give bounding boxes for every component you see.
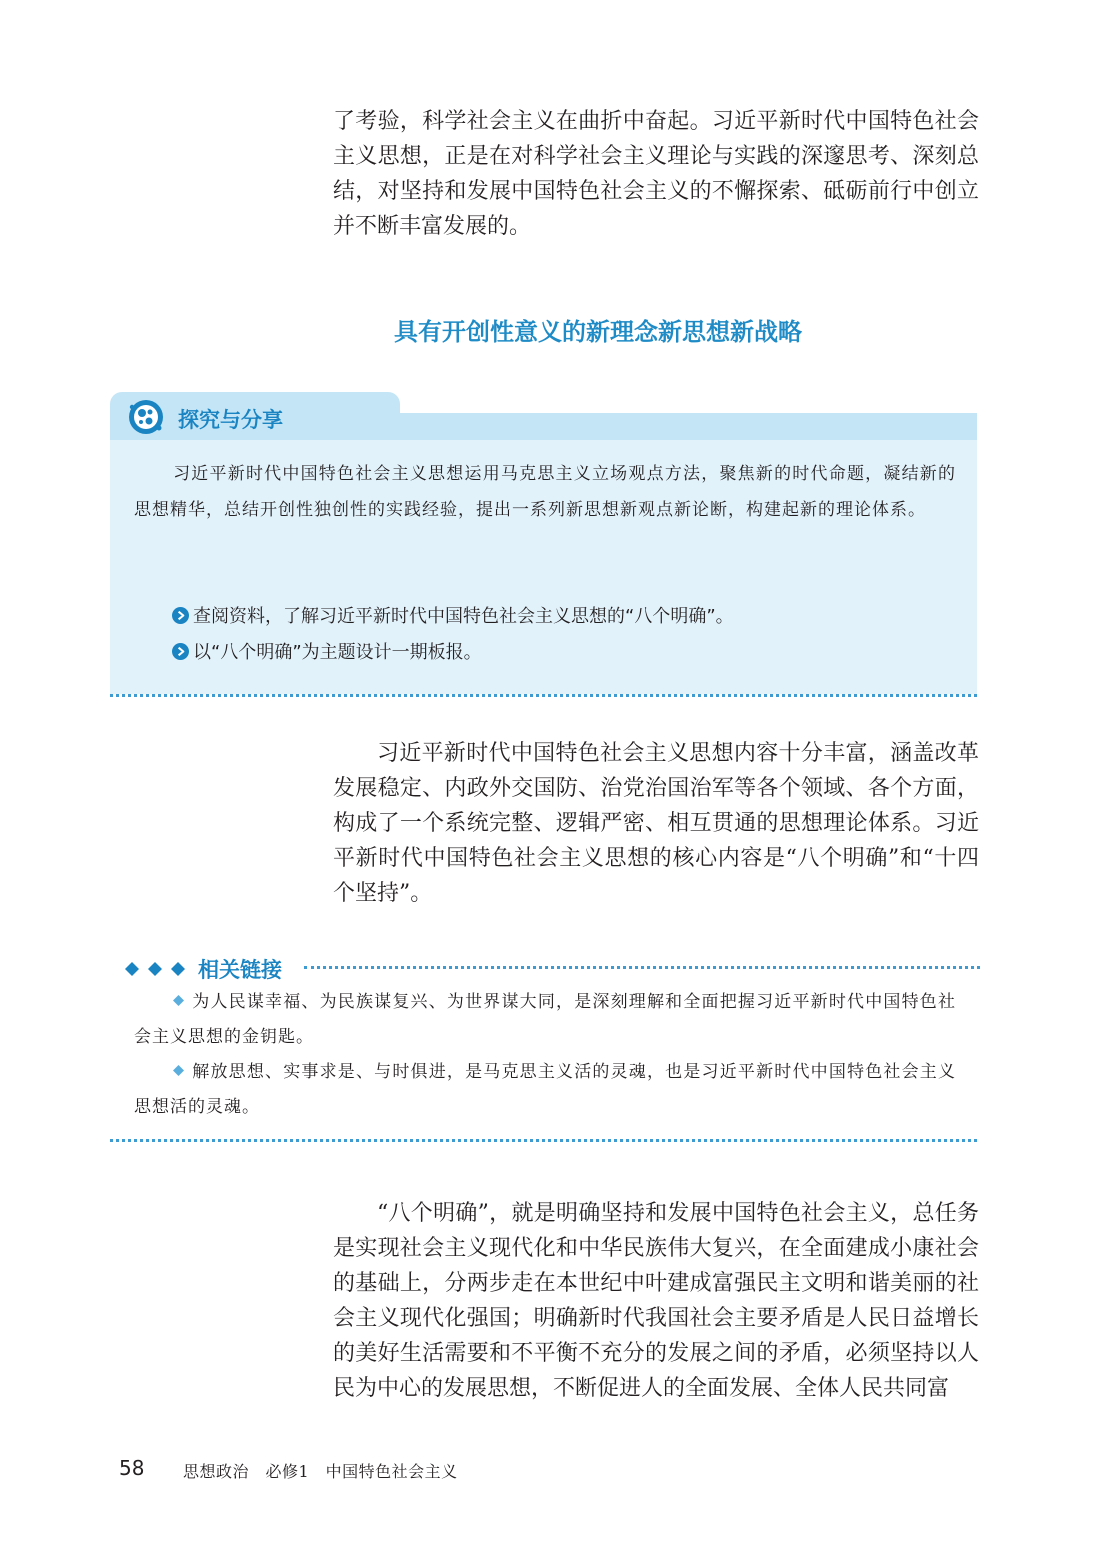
related-links-header <box>124 954 282 984</box>
explore-text: 习近平新时代中国特色社会主义思想运用马克思主义立场观点方法，聚焦新的时代命题，凝结新的思想精华，总结开创性独创性的实践经验，提出一系列新思想新观点新论断，构建起新的理论体系。 <box>134 464 956 520</box>
explore-share-box <box>110 392 977 697</box>
task-text: 以“八个明确”为主题设计一期板报。 <box>193 642 482 663</box>
section-heading: 具有开创性意义的新理念新思想新战略 <box>394 318 802 346</box>
diamonds-icon <box>124 961 186 977</box>
body-paragraph-middle: 习近平新时代中国特色社会主义思想内容十分丰富，涵盖改革发展稳定、内政外交国防、治党治国治军等各个领域、各个方面，构成了一个系统完整、逻辑严密、相互贯通的思想理论体系。习近平新时代中国特色社会主义思想的核心内容是“八个明确”和“十四个坚持”。 <box>333 741 979 906</box>
related-link-text: 为人民谋幸福、为民族谋复兴、为世界谋大同，是深刻理解和全面把握习近平新时代中国特色社会主义思想的金钥匙。 <box>134 992 956 1047</box>
diamond-bullet-icon <box>173 995 184 1006</box>
related-link-item <box>134 985 956 1055</box>
molecule-icon <box>128 399 164 435</box>
diamond-bullet-icon <box>173 1065 184 1076</box>
related-links-title: 相关链接 <box>198 958 282 982</box>
dotted-divider <box>110 1139 977 1142</box>
page-number: 58 <box>119 1456 145 1480</box>
arrow-bullet-icon <box>172 607 189 624</box>
related-link-item <box>134 1055 956 1125</box>
dotted-divider <box>304 966 980 969</box>
body-paragraph-top: 了考验，科学社会主义在曲折中奋起。习近平新时代中国特色社会主义思想，正是在对科学社会主义理论与实践的深邃思考、深刻总结，对坚持和发展中国特色社会主义的不懈探索、砥砺前行中创立并不断丰富发展的。 <box>333 109 979 239</box>
body-paragraph-bottom: “八个明确”，就是明确坚持和发展中国特色社会主义，总任务是实现社会主义现代化和中华民族伟大复兴，在全面建成小康社会的基础上，分两步走在本世纪中叶建成富强民主文明和谐美丽的社会主义现代化强国；明确新时代我国社会主要矛盾是人民日益增长的美好生活需要和不平衡不充分的发展之间的矛盾，必须坚持以人民为中心的发展思想，不断促进人的全面发展、全体人民共同富 <box>333 1201 979 1401</box>
explore-title: 探究与分享 <box>178 408 283 432</box>
related-link-text: 解放思想、实事求是、与时俱进，是马克思主义活的灵魂，也是习近平新时代中国特色社会主义思想活的灵魂。 <box>134 1062 956 1117</box>
dotted-divider <box>110 694 977 697</box>
related-links-box <box>110 950 980 1150</box>
task-item <box>172 638 482 664</box>
arrow-bullet-icon <box>172 643 189 660</box>
task-item <box>172 602 734 628</box>
footer-running-title: 思想政治 必修1 中国特色社会主义 <box>183 1462 458 1481</box>
task-text: 查阅资料，了解习近平新时代中国特色社会主义思想的“八个明确”。 <box>193 606 734 627</box>
